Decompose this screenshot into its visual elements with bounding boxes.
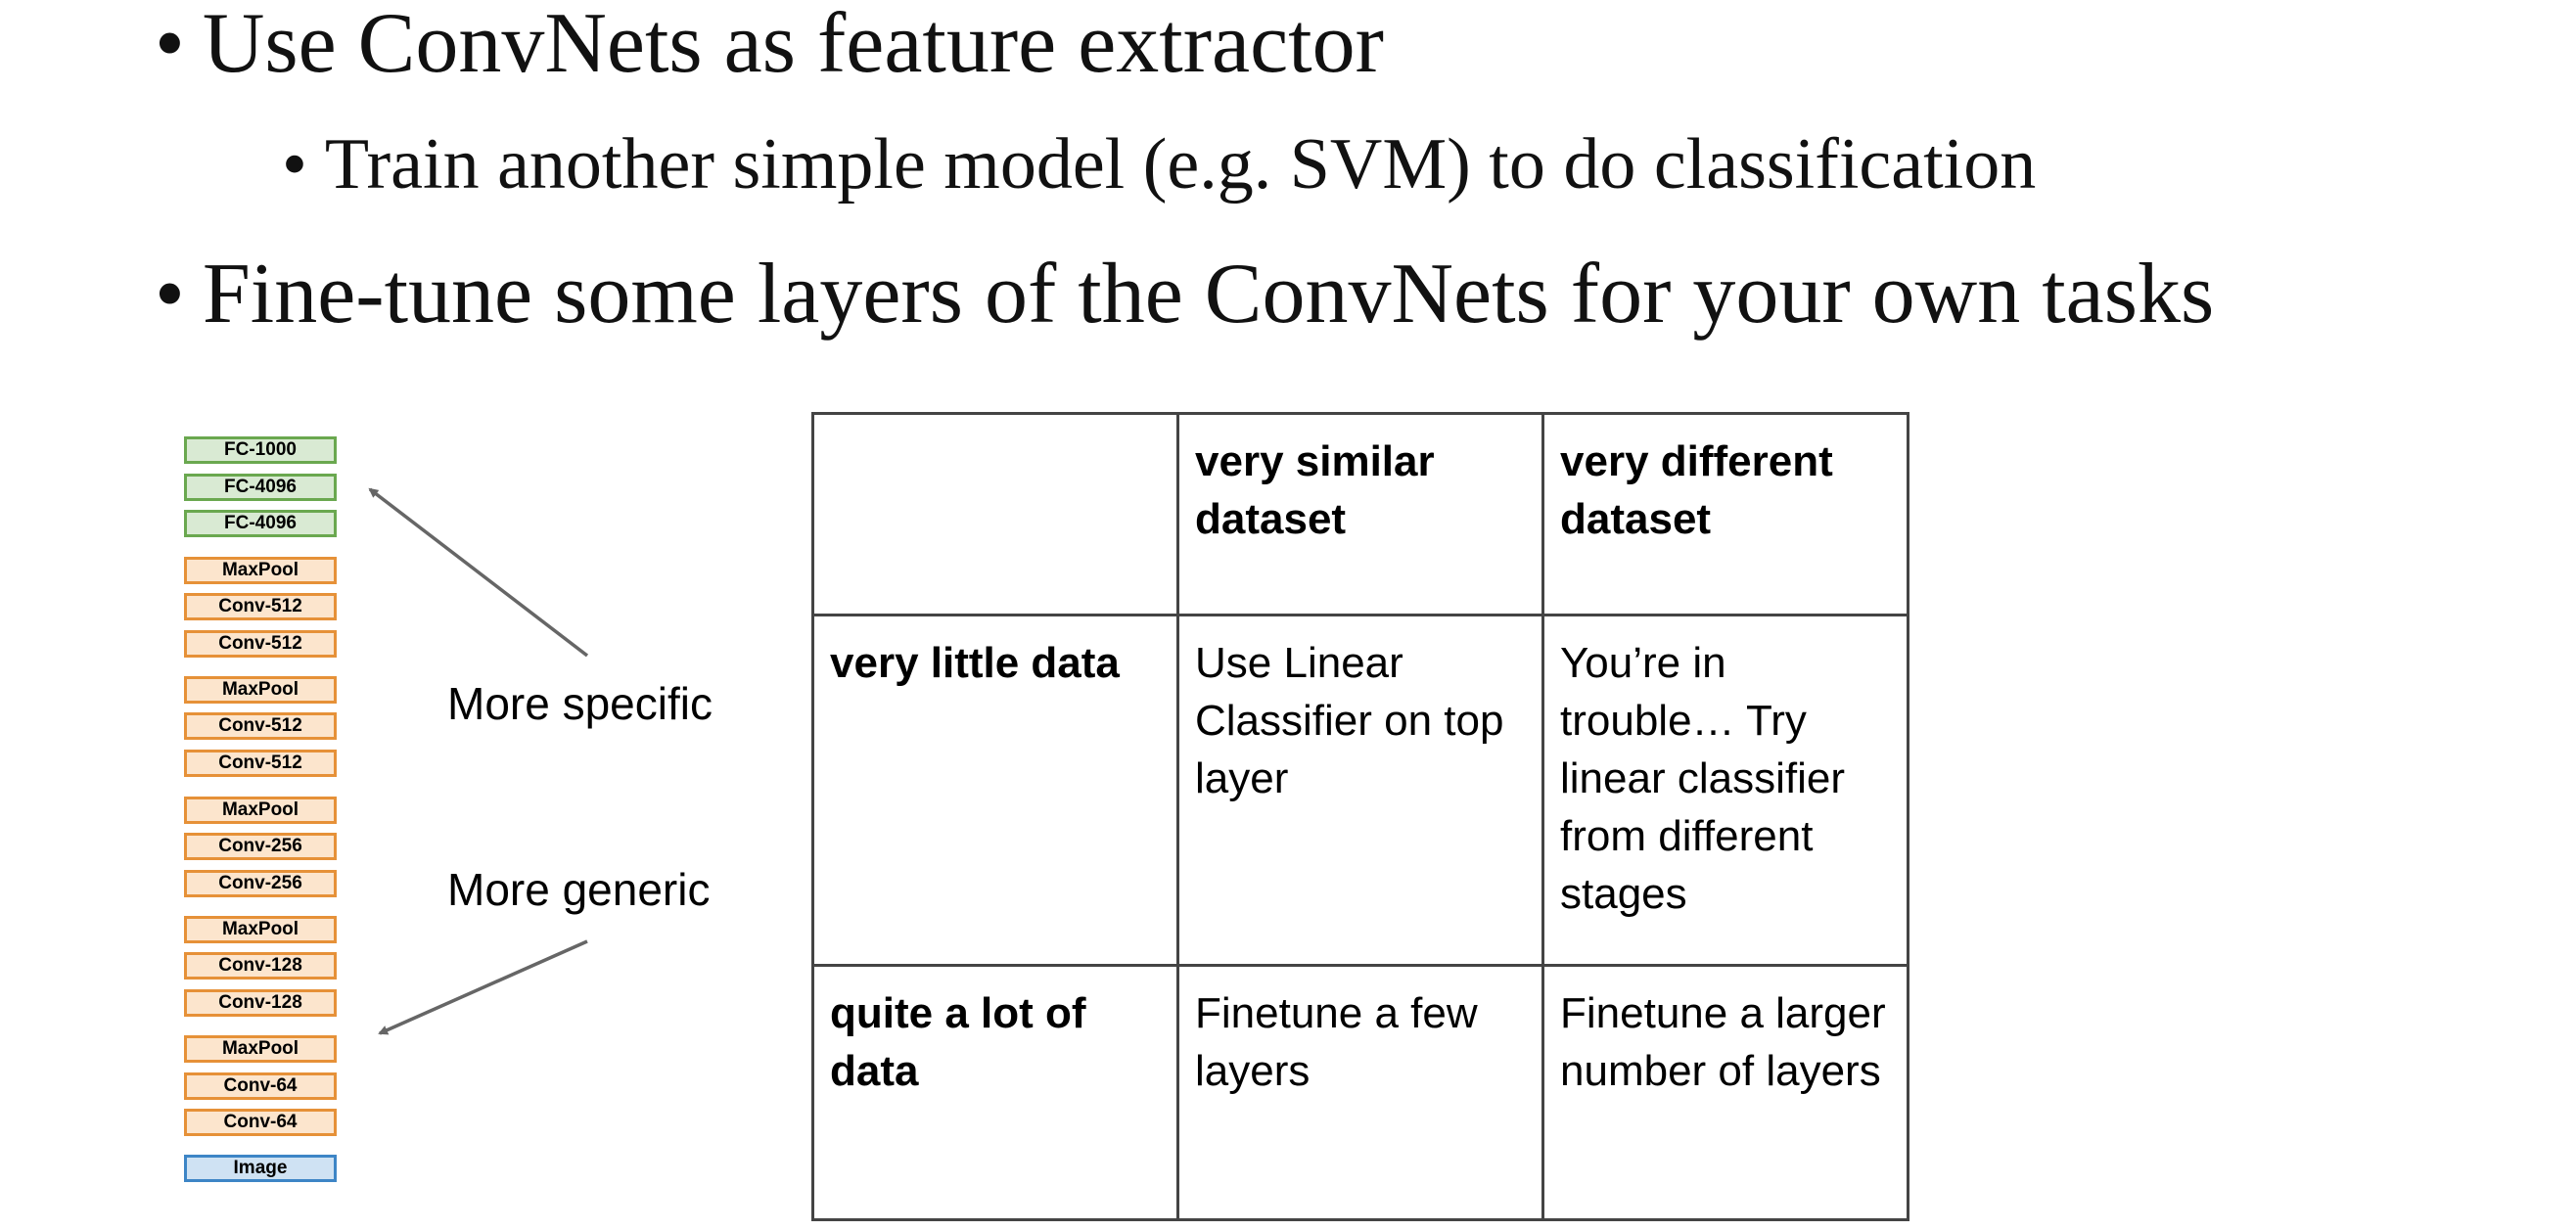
layer-conv-512: Conv-512 — [184, 712, 337, 740]
layer-maxpool: MaxPool — [184, 797, 337, 824]
table-corner-cell — [813, 414, 1178, 616]
layer-conv-512: Conv-512 — [184, 750, 337, 777]
layer-maxpool: MaxPool — [184, 557, 337, 584]
table-cell: Finetune a larger number of layers — [1543, 966, 1909, 1220]
layer-conv-64: Conv-64 — [184, 1072, 337, 1100]
table-cell: You’re in trouble… Try linear classifier from different stages — [1543, 616, 1909, 966]
table-cell: Finetune a few layers — [1178, 966, 1543, 1220]
arrow-to-bottom-layers — [380, 941, 587, 1033]
bullet-dot: • — [282, 124, 307, 205]
bullet-text: Use ConvNets as feature extractor — [202, 0, 1384, 91]
layer-conv-256: Conv-256 — [184, 870, 337, 897]
layer-conv-64: Conv-64 — [184, 1109, 337, 1136]
layer-maxpool: MaxPool — [184, 1035, 337, 1063]
layer-fc-4096: FC-4096 — [184, 510, 337, 537]
arrow-to-top-layers — [370, 489, 587, 656]
bullet-dot: • — [155, 0, 185, 91]
layer-maxpool: MaxPool — [184, 916, 337, 943]
layer-conv-128: Conv-128 — [184, 989, 337, 1017]
layer-fc-4096: FC-4096 — [184, 474, 337, 501]
layer-fc-1000: FC-1000 — [184, 436, 337, 464]
table-row — [813, 966, 1909, 1220]
table-cell: Use Linear Classifier on top layer — [1178, 616, 1543, 966]
row-header-quite-a-lot-of-data: quite a lot of data — [813, 966, 1178, 1220]
transfer-learning-table — [811, 412, 1909, 1221]
table-row-header — [813, 414, 1909, 616]
bullet-text: Train another simple model (e.g. SVM) to do classification — [324, 124, 2037, 205]
bullet-text: Fine-tune some layers of the ConvNets for your own tasks — [202, 247, 2215, 342]
layer-conv-256: Conv-256 — [184, 833, 337, 860]
row-header-very-little-data: very little data — [813, 616, 1178, 966]
table-row — [813, 616, 1909, 966]
col-header-very-similar: very similar dataset — [1178, 414, 1543, 616]
label-more-specific: More specific — [447, 678, 713, 729]
layer-maxpool: MaxPool — [184, 676, 337, 704]
col-header-very-different: very different dataset — [1543, 414, 1909, 616]
layer-image: Image — [184, 1155, 337, 1182]
layer-conv-512: Conv-512 — [184, 630, 337, 658]
bullet-dot: • — [155, 247, 185, 342]
label-more-generic: More generic — [447, 864, 711, 915]
layer-conv-512: Conv-512 — [184, 593, 337, 620]
layer-conv-128: Conv-128 — [184, 952, 337, 980]
